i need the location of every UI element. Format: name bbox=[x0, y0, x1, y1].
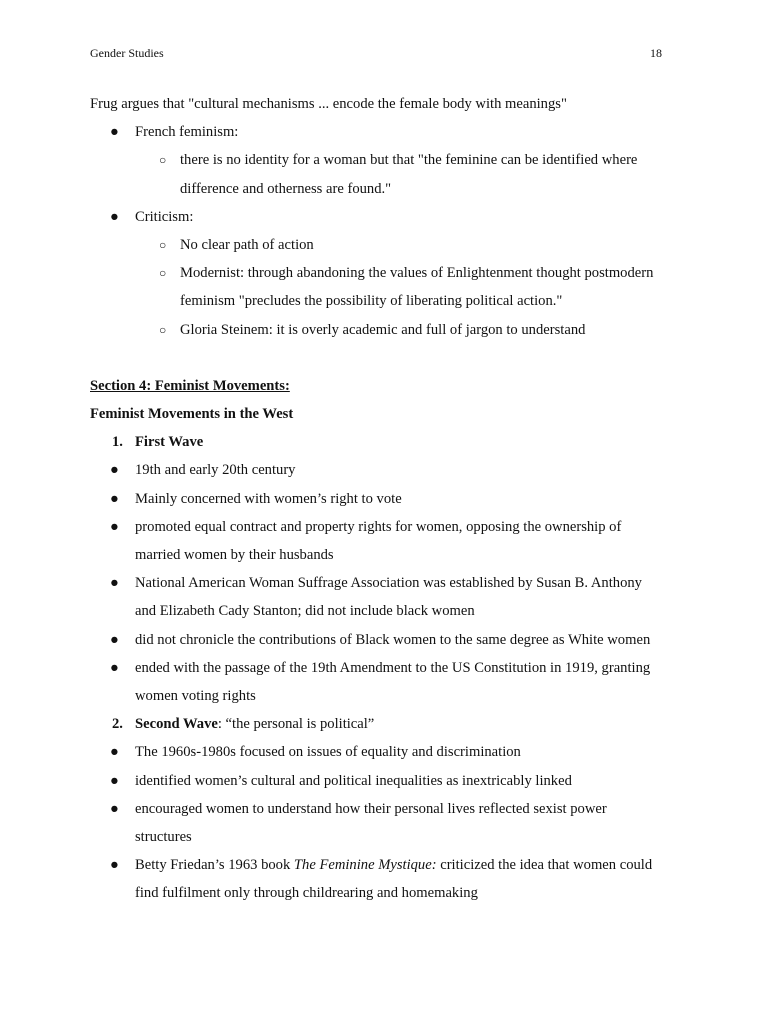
list-line: promoted equal contract and property rights for women, opposing the ownership of bbox=[135, 518, 622, 535]
bullet-marker: ● bbox=[110, 462, 119, 479]
page-number: 18 bbox=[650, 46, 662, 60]
document-body bbox=[90, 90, 680, 908]
list-number: 1. bbox=[112, 434, 123, 451]
bullet-marker: ● bbox=[110, 659, 119, 676]
circle-marker: ○ bbox=[159, 238, 167, 253]
sublist-line: there is no identity for a woman but that "the feminine can be identified where bbox=[180, 152, 638, 169]
list-line: did not chronicle the contributions of Black women to the same degree as White women bbox=[135, 631, 651, 648]
wave-title: Second Wave bbox=[135, 716, 218, 733]
list-item-label: French feminism: bbox=[135, 124, 239, 141]
bullet-marker: ● bbox=[110, 518, 119, 535]
running-header-title: Gender Studies bbox=[90, 46, 164, 60]
list-line: The 1960s-1980s focused on issues of equality and discrimination bbox=[135, 744, 521, 761]
sublist-item-no-path bbox=[90, 231, 680, 259]
list-line: National American Woman Suffrage Association was established by Susan B. Anthony bbox=[135, 575, 642, 592]
section-heading: Section 4: Feminist Movements: bbox=[90, 377, 290, 394]
list-item bbox=[90, 456, 680, 484]
numbered-item-first-wave bbox=[90, 428, 680, 456]
section-subheading: Feminist Movements in the West bbox=[90, 406, 294, 423]
bullet-marker: ● bbox=[110, 575, 119, 592]
list-item bbox=[90, 513, 680, 569]
sublist-item-steinem bbox=[90, 316, 680, 344]
list-item bbox=[90, 767, 680, 795]
list-line: structures bbox=[135, 829, 192, 846]
bullet-marker: ● bbox=[110, 490, 119, 507]
friedan-pre: Betty Friedan’s 1963 book bbox=[135, 857, 294, 874]
sublist-item-modernist bbox=[90, 259, 680, 315]
list-number: 2. bbox=[112, 716, 123, 733]
sublist-line: Modernist: through abandoning the values of Enlightenment thought postmodern bbox=[180, 265, 654, 282]
circle-marker: ○ bbox=[159, 322, 167, 337]
list-item bbox=[90, 795, 680, 851]
bullet-marker: ● bbox=[110, 124, 119, 141]
bullet-marker: ● bbox=[110, 800, 119, 817]
sublist-line: difference and otherness are found." bbox=[180, 180, 392, 197]
list-line: women voting rights bbox=[135, 688, 256, 705]
circle-marker: ○ bbox=[159, 266, 167, 281]
list-line: find fulfilment only through childrearing and homemaking bbox=[135, 885, 478, 902]
book-title: The Feminine Mystique: bbox=[293, 857, 437, 874]
bullet-marker: ● bbox=[110, 631, 119, 648]
list-item-friedan bbox=[90, 851, 680, 907]
sublist-item-identity bbox=[90, 146, 680, 202]
sublist-line: Gloria Steinem: it is overly academic and full of jargon to understand bbox=[180, 321, 586, 338]
friedan-post: criticized the idea that women could bbox=[436, 857, 653, 874]
list-item bbox=[90, 485, 680, 513]
list-line: and Elizabeth Cady Stanton; did not include black women bbox=[135, 603, 475, 620]
list-item-criticism bbox=[90, 203, 680, 231]
list-line: married women by their husbands bbox=[135, 547, 334, 564]
wave-title: First Wave bbox=[135, 434, 204, 451]
intro-paragraph: Frug argues that "cultural mechanisms ... encode the female body with meanings" bbox=[90, 96, 567, 112]
list-line: Mainly concerned with women’s right to vote bbox=[135, 490, 402, 507]
list-line: 19th and early 20th century bbox=[135, 462, 296, 479]
list-item bbox=[90, 626, 680, 654]
list-item bbox=[90, 654, 680, 710]
list-line: encouraged women to understand how their personal lives reflected sexist power bbox=[135, 800, 607, 817]
wave-subtitle: : “the personal is political” bbox=[217, 716, 375, 733]
sublist-line: feminism "precludes the possibility of liberating political action." bbox=[180, 293, 563, 310]
bullet-marker: ● bbox=[110, 744, 119, 761]
sublist-line: No clear path of action bbox=[180, 237, 314, 254]
bullet-marker: ● bbox=[110, 208, 119, 225]
list-item-french-feminism bbox=[90, 118, 680, 146]
list-line: ended with the passage of the 19th Amendment to the US Constitution in 1919, granting bbox=[135, 659, 651, 676]
list-line: identified women’s cultural and political inequalities as inextricably linked bbox=[135, 772, 572, 789]
list-item bbox=[90, 569, 680, 625]
bullet-marker: ● bbox=[110, 772, 119, 789]
spacer bbox=[90, 344, 680, 372]
list-item-label: Criticism: bbox=[135, 208, 194, 225]
list-line bbox=[135, 851, 680, 879]
bullet-marker: ● bbox=[110, 857, 119, 874]
list-item bbox=[90, 738, 680, 766]
circle-marker: ○ bbox=[159, 153, 167, 168]
numbered-item-second-wave bbox=[90, 710, 680, 738]
